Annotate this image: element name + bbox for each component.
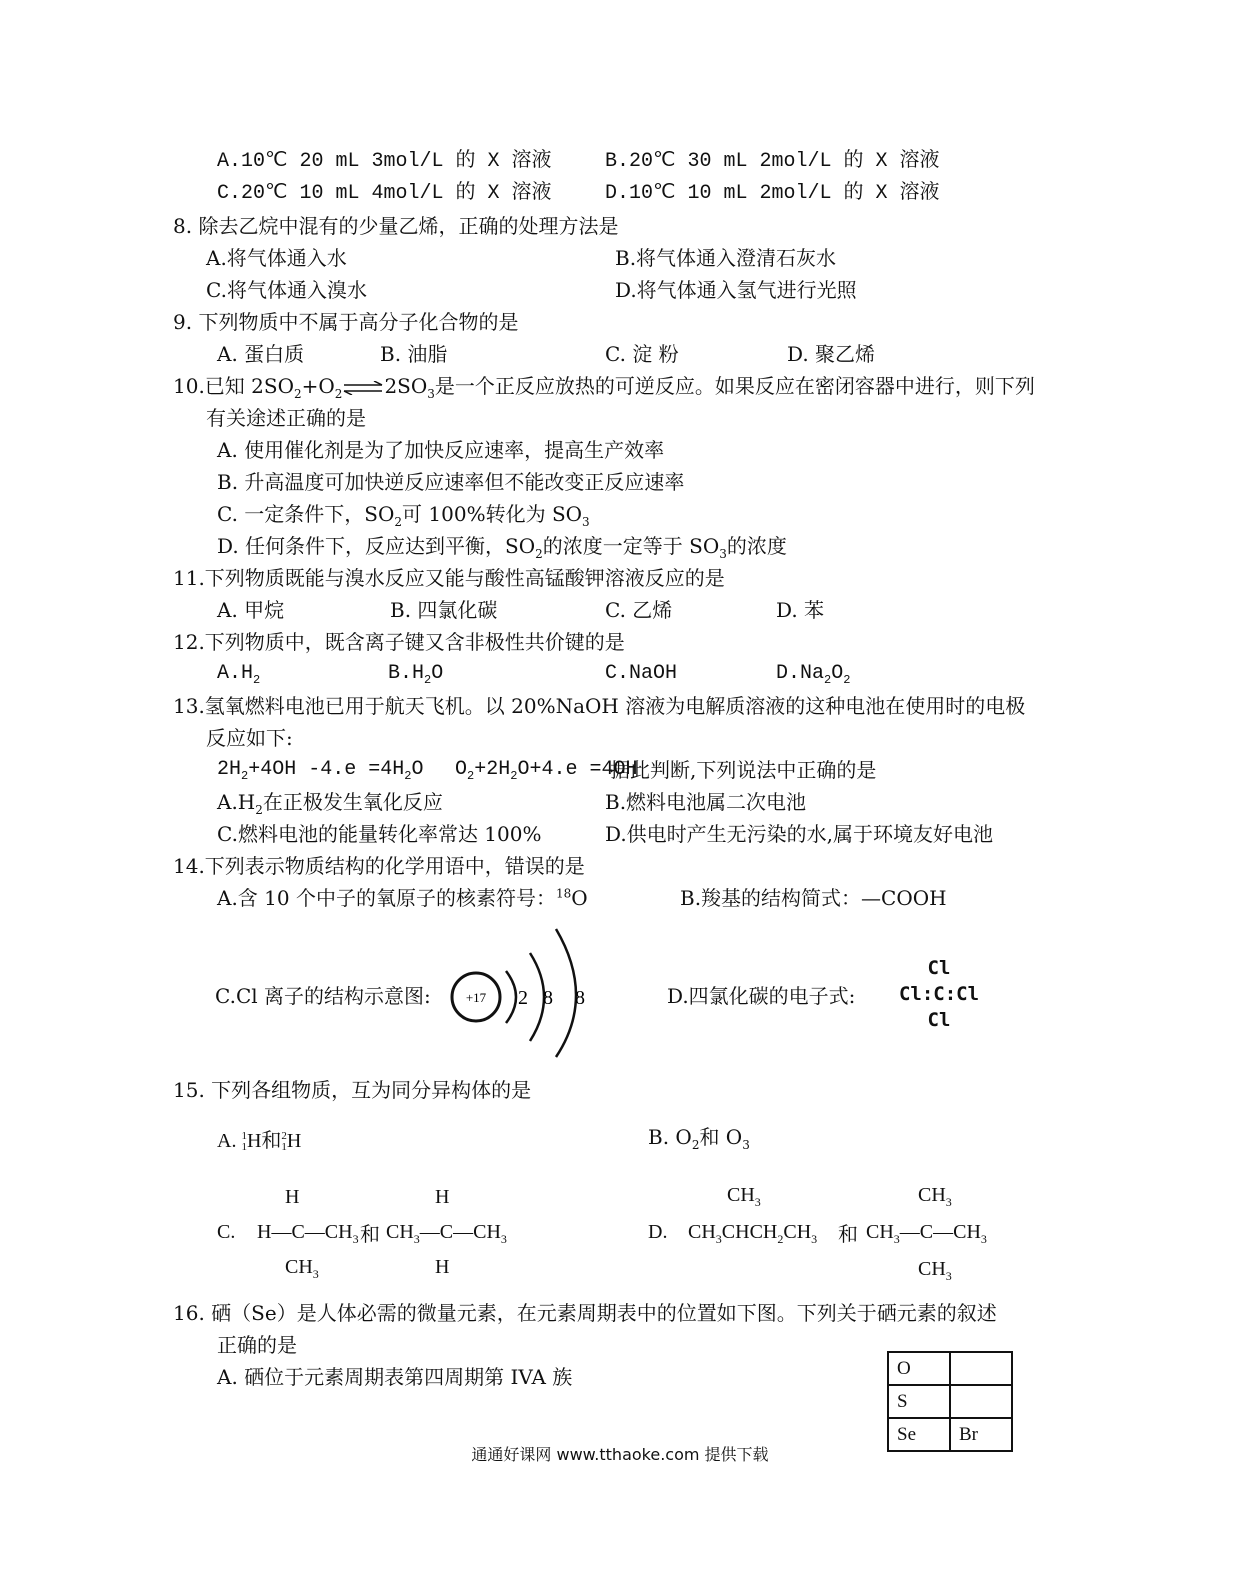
- q13-equation-1: $2H_2+4OH$ $-4.e =4H_2O$: [217, 758, 424, 783]
- lewis-top: Cl: [927, 957, 951, 979]
- q15-option-d-label: D.: [648, 1221, 668, 1243]
- q10-option-b: B. 升高温度可加快逆反应速率但不能改变正反应速率: [217, 470, 685, 494]
- chloride-ion-diagram: [448, 925, 598, 1060]
- q15c-molecule-2: $CH_3—C—CH_3$: [386, 1221, 507, 1246]
- q15c-and: 和: [360, 1224, 380, 1246]
- element-cell: O: [888, 1352, 950, 1385]
- q7-option-d: D.10℃ 10 mL 2mol/L 的 X 溶液: [605, 182, 940, 205]
- q8-option-c: C.将气体通入溴水: [206, 278, 367, 302]
- q15d-molecule-2: $CH_3—C—CH_3$: [866, 1221, 987, 1246]
- q9-stem: 9. 下列物质中不属于高分子化合物的是: [173, 310, 519, 334]
- q11-option-c: C. 乙烯: [605, 598, 673, 622]
- ccl4-lewis-structure: [893, 955, 985, 1033]
- q14-option-a: A.含 10 个中子的氧原子的核素符号：$^{18}$O: [217, 886, 588, 910]
- reversible-arrow-icon: [342, 381, 384, 395]
- electron-shell-3: [556, 929, 576, 1057]
- q13-option-d: D.供电时产生无污染的水,属于环境友好电池: [605, 822, 994, 846]
- q8-option-b: B.将气体通入澄清石灰水: [615, 246, 837, 270]
- q12-option-c: C.NaOH: [605, 662, 678, 685]
- q16-option-a: A. 硒位于元素周期表第四周期第 IVA 族: [217, 1365, 573, 1389]
- shell-1-electrons: 2: [518, 987, 528, 1009]
- element-cell: [950, 1352, 1012, 1385]
- shell-3-electrons: 8: [575, 987, 585, 1009]
- q15c-molecule-1: $H—C—CH_3$: [257, 1221, 359, 1246]
- q13-option-b: B.燃料电池属二次电池: [605, 790, 807, 814]
- q11-stem: 11.下列物质既能与溴水反应又能与酸性高锰酸钾溶液反应的是: [173, 566, 725, 590]
- q8-option-d: D.将气体通入氢气进行光照: [615, 278, 857, 302]
- q8-option-a: A.将气体通入水: [206, 246, 347, 270]
- q15d-ch3-bottom-2: $CH_3$: [918, 1258, 952, 1283]
- q15c-h-top-2: H: [435, 1186, 450, 1208]
- q13-stem-line2: 反应如下:: [206, 726, 293, 750]
- q12-stem: 12.下列物质中，既含离子键又含非极性共价键的是: [173, 630, 625, 654]
- q16-stem-line2: 正确的是: [217, 1333, 297, 1357]
- q12-option-a: $A.H_2$: [217, 662, 261, 687]
- q11-option-a: A. 甲烷: [217, 598, 285, 622]
- q10-option-a: A. 使用催化剂是为了加快反应速率，提高生产效率: [217, 438, 665, 462]
- shell-2-electrons: 8: [543, 987, 553, 1009]
- q7-option-b: B.20℃ 30 mL 2mol/L 的 X 溶液: [605, 150, 940, 173]
- q11-option-b: B. 四氯化碳: [390, 598, 498, 622]
- q15-option-a: A. 1 1H和2 1H: [217, 1130, 302, 1154]
- element-cell: [950, 1385, 1012, 1418]
- period-row: [888, 1385, 1012, 1418]
- q10-stem: 10.已知 $2SO_2+O_2$ $2SO_3$是一个正反应放热的可逆反应。如果反应在密闭容器中进行，则下列: [173, 374, 1035, 401]
- q15d-molecule-1: $CH_3CHCH_2CH_3$: [688, 1221, 818, 1246]
- lewis-middle: Cl:C:Cl: [898, 983, 980, 1005]
- q9-option-a: A. 蛋白质: [217, 342, 305, 366]
- element-cell: S: [888, 1385, 950, 1418]
- q15-stem: 15. 下列各组物质，互为同分异构体的是: [173, 1078, 532, 1102]
- q7-option-c: C.20℃ 10 mL 4mol/L 的 X 溶液: [217, 182, 552, 205]
- q14-option-b: B.羧基的结构简式：—COOH: [680, 886, 947, 910]
- q12-option-d: $D.Na_2O_2$: [776, 662, 851, 687]
- q9-option-b: B. 油脂: [380, 342, 448, 366]
- q11-option-d: D. 苯: [776, 598, 825, 622]
- q13-equation-2: $O_2+2H_2O+4.e =4OH$: [455, 758, 638, 783]
- element-cell: Br: [950, 1418, 1012, 1451]
- page-footer: 通通好课网 www.tthaoke.com 提供下载: [471, 1445, 769, 1464]
- periodic-table-fragment: [887, 1351, 1013, 1452]
- q13-judgement: 据此判断,下列说法中正确的是: [610, 758, 877, 782]
- lewis-bottom: Cl: [927, 1009, 951, 1031]
- period-row: [888, 1352, 1012, 1385]
- q13-stem: 13.氢氧燃料电池已用于航天飞机。以 20%NaOH 溶液为电解质溶液的这种电池在使用时的电极: [173, 694, 1026, 718]
- q8-stem: 8. 除去乙烷中混有的少量乙烯，正确的处理方法是: [173, 214, 619, 238]
- q9-option-d: D. 聚乙烯: [787, 342, 876, 366]
- electron-shell-1: [506, 971, 516, 1023]
- q13-option-c: C.燃料电池的能量转化率常达 100%: [217, 822, 542, 846]
- q15d-ch3-top-1: $CH_3$: [727, 1184, 761, 1209]
- q16-stem: 16. 硒（Se）是人体必需的微量元素，在元素周期表中的位置如下图。下列关于硒元素的叙述: [173, 1301, 997, 1325]
- q10-option-c: C. 一定条件下，$SO_2$可 100%转化为 $SO_3$: [217, 502, 590, 529]
- q15d-and: 和: [838, 1224, 858, 1246]
- q13-option-a: $A.H_2$在正极发生氧化反应: [217, 790, 443, 817]
- q14-option-d: D.四氯化碳的电子式:: [667, 984, 856, 1008]
- q15d-ch3-top-2: $CH_3$: [918, 1184, 952, 1209]
- q10-stem-line2: 有关途述正确的是: [206, 406, 366, 430]
- q10-option-d: D. 任何条件下，反应达到平衡，$SO_2$的浓度一定等于 $SO_3$的浓度: [217, 534, 787, 561]
- electron-shell-2: [530, 953, 544, 1041]
- q14-option-c: C.Cl 离子的结构示意图:: [215, 984, 431, 1008]
- q15c-h-top-1: H: [285, 1186, 300, 1208]
- q15c-ch3-bottom: $CH_3$: [285, 1256, 319, 1281]
- q12-option-b: $B.H_2O$: [388, 662, 444, 687]
- element-cell: Se: [888, 1418, 950, 1451]
- q15-option-b: B. $O_2$和 $O_3$: [648, 1125, 750, 1152]
- q15-option-c-label: C.: [217, 1221, 236, 1243]
- q9-option-c: C. 淀 粉: [605, 342, 679, 366]
- q7-option-a: A.10℃ 20 mL 3mol/L 的 X 溶液: [217, 150, 552, 173]
- q14-stem: 14.下列表示物质结构的化学用语中，错误的是: [173, 854, 585, 878]
- nucleus-charge: +17: [465, 990, 487, 1005]
- q15c-h-bottom-2: H: [435, 1256, 450, 1278]
